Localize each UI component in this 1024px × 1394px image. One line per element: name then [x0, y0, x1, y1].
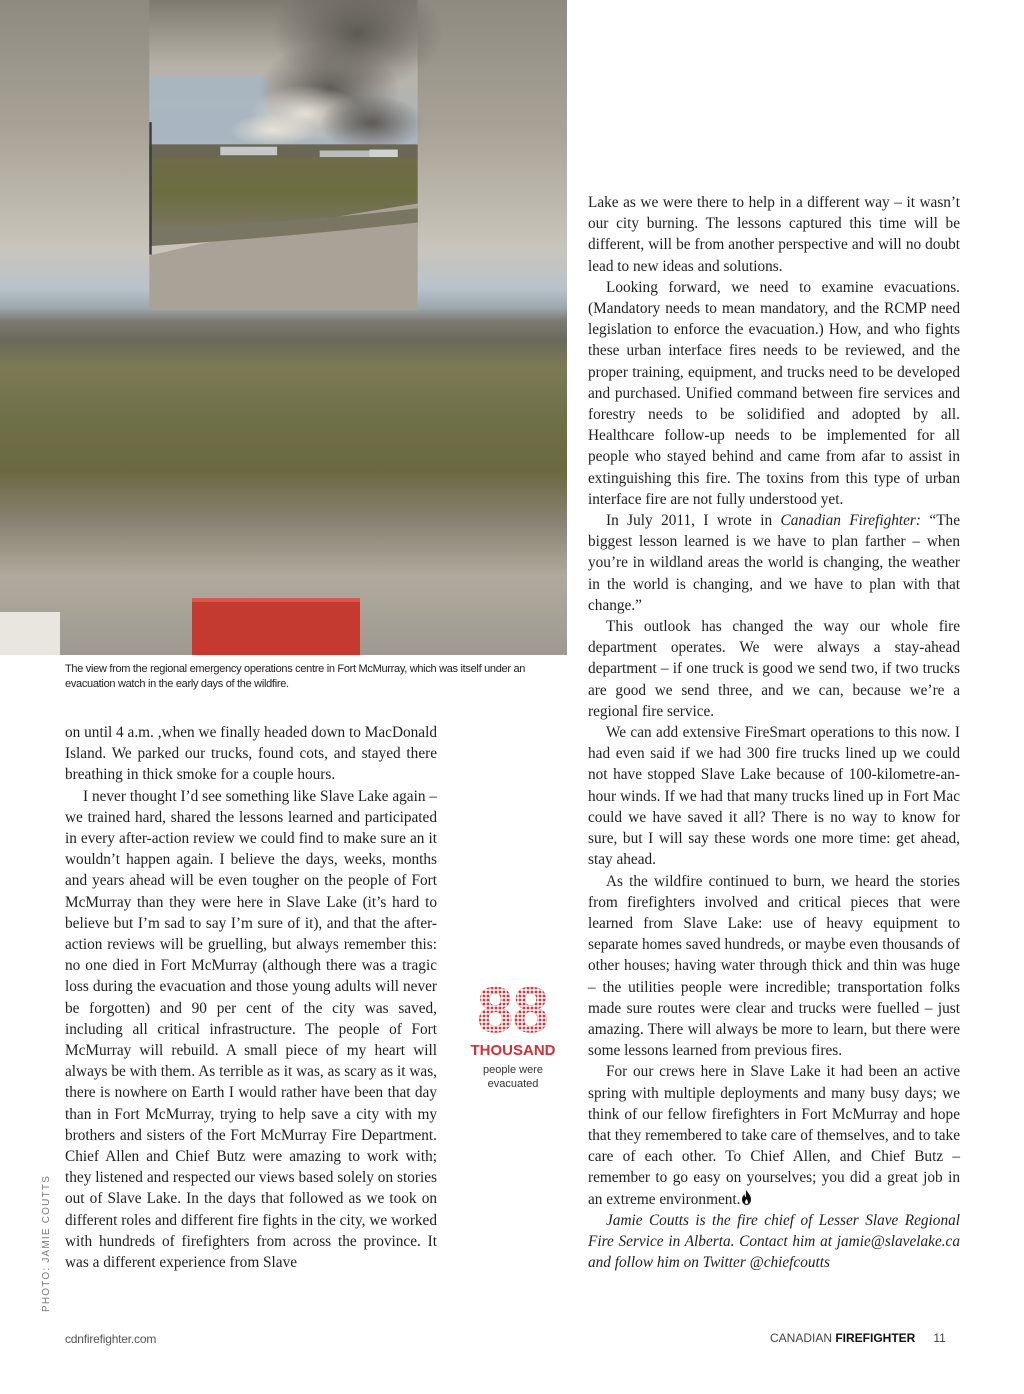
- right-paragraph-2: Looking forward, we need to examine evacuations. (Mandatory needs to mean mandatory, and the RCMP need legislation to enforce the evacuation.) How, and who fights these urban interface fires needs to be reviewed, and the proper training, equipment, and trucks need to be developed and purchased. Unified command between fire services and forestry needs to be solidified and adopted by all. Healthcare follow-up needs to be implemented for all people who stayed behind and came from afar to assist in extinguishing this fire. The toxins from this type of urban interface fire are not fully understood yet.: [588, 278, 960, 508]
- footer-brand: [770, 1331, 946, 1345]
- stat-label-line-2: evacuated: [487, 1078, 539, 1090]
- right-paragraph-7-text: For our crews here in Slave Lake it had been an active spring with multiple deployments and many busy days; we think of our fellow firefighters in Fort McMurray and hope that they remembered to take care of themselves, and to take care of each other. To Chief Allen, and Chief Butz – remember to go easy on yourselves; you did a great job in an extreme environment.: [588, 1063, 960, 1208]
- stat-label: [458, 1063, 568, 1091]
- left-paragraph-2: I never thought I’d see something like Slave Lake again – we trained hard, shared the lessons learned and participated in every after-action review we could find to make sure an it wouldn’t happen again. I believe the days, weeks, months and years ahead will be even tougher on the people of Fort McMurray than they were here in Slave Lake (it’s hard to believe but I’m sad to say I’m sure of it), and that the after-action reviews will be gruelling, but always remember this: no one died in Fort McMurray (although there was a tragic loss during the evacuation and those young adults will never be forgotten) and 90 per cent of the city was saved, including all critical infrastructure. The people of Fort McMurray will rebuild. A small piece of my heart will always be with them. As terrible as it was, as scary as it was, there is nowhere on Earth I would rather have been that day than in Fort McMurray, trying to help save a city with my brothers and sisters of the Fort McMurray Fire Department. Chief Allen and Chief Butz were amazing to work with; they listened and respected our views based solely on stories out of Slave Lake. In the days that followed as we took on different roles and different fire fights in the city, we worked with hundreds of firefighters from across the province. It was a different experience from Slave: [65, 787, 437, 1272]
- right-paragraph-3-start: In July 2011, I wrote in: [606, 512, 781, 530]
- page-number: 11: [933, 1331, 946, 1345]
- author-bio: Jamie Coutts is the fire chief of Lesser Slave Regional Fire Service in Alberta. Contact him at jamie@slavelake.ca and follow him on Twitter @chiefcoutts: [588, 1211, 960, 1272]
- stat-unit: THOUSAND: [470, 1042, 556, 1059]
- magazine-title: Canadian Firefighter:: [780, 512, 921, 530]
- footer-website: cdnfirefighter.com: [65, 1332, 157, 1346]
- footer-brand-light: CANADIAN: [770, 1331, 836, 1345]
- right-paragraph-3: [588, 510, 960, 616]
- stat-label-line-1: people were: [483, 1064, 543, 1076]
- white-truck: [0, 612, 60, 655]
- left-paragraph-1: on until 4 a.m. ,when we finally headed down to MacDonald Island. We parked our trucks, found cots, and stayed there breathing in thick smoke for a couple hours.: [65, 724, 437, 784]
- right-paragraph-6: As the wildfire continued to burn, we heard the stories from firefighters involved and critical pieces that were learned from Slave Lake: use of heavy equipment to separate homes saved hundreds, or maybe even thousands of other houses; having water through thick and thin was huge – the utilities people were incredible; transportation folks made sure routes were clear and trucks were fuelled – just amazing. There will always be more to learn, but there were some lessons learned from previous fires.: [588, 872, 960, 1060]
- flame-icon: [741, 1190, 752, 1205]
- wildfire-photo: [0, 0, 567, 655]
- stat-number: 88: [458, 978, 568, 1042]
- red-truck: [192, 598, 360, 655]
- footer-brand-bold: FIREFIGHTER: [835, 1331, 916, 1345]
- left-column: [65, 722, 437, 1273]
- photo-credit: PHOTO: JAMIE COUTTS: [41, 1174, 52, 1312]
- right-paragraph-3-quote: “The biggest lesson learned is we have to plan farther – when you’re in wildland areas the world is changing, the weather in the world is changing, and we have to plan with that change.”: [588, 512, 960, 614]
- photo-caption: The view from the regional emergency operations centre in Fort McMurray, which was itself under an evacuation watch in the early days of the wildfire.: [65, 663, 526, 690]
- right-paragraph-4: This outlook has changed the way our whole fire department operates. We were always a stay-ahead department – if one truck is good we send two, if two trucks are good we send three, and we can, because we’re a regional fire service.: [588, 618, 960, 720]
- right-paragraph-1: Lake as we were there to help in a different way – it wasn’t our city burning. The lessons captured this time will be different, will be from another perspective and will no doubt lead to new ideas and solutions.: [588, 194, 960, 275]
- right-column: [588, 192, 960, 1273]
- stat-callout: [458, 974, 568, 1091]
- smoke-plume-graphic: [0, 0, 567, 310]
- right-paragraph-7: [588, 1061, 960, 1209]
- right-paragraph-5: We can add extensive FireSmart operations to this now. I had even said if we had 300 fire trucks lined up we could not have stopped Slave Lake because of 100-kilometre-an-hour winds. If we had that many trucks lined up in Fort Mac could we have saved it all? There is no way to know for sure, but I will say these words one more time: get ahead, stay ahead.: [588, 724, 960, 869]
